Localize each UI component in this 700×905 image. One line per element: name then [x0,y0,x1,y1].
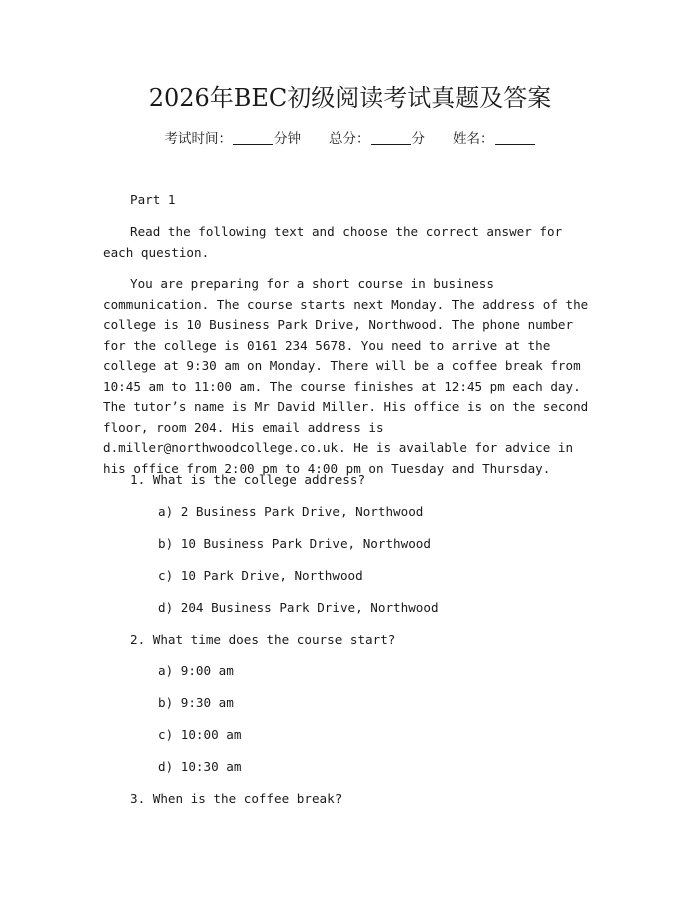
name-blank [495,130,535,145]
exam-meta-line [0,129,700,149]
time-unit: 分钟 [274,131,301,147]
question-2-option-c: c) 10:00 am [158,727,242,742]
question-2-option-b: b) 9:30 am [158,695,234,710]
page-title: 2026年BEC初级阅读考试真题及答案 [148,84,552,112]
question-1-option-c: c) 10 Park Drive, Northwood [158,568,363,583]
time-blank [233,130,273,145]
question-1: 1. What is the college address? [130,472,366,487]
name-label: 姓名： [453,131,494,147]
question-1-option-b: b) 10 Business Park Drive, Northwood [158,536,431,551]
instruction-text: Read the following text and choose the correct answer for each question. [103,224,563,260]
score-unit: 分 [411,131,425,147]
question-2-option-d: d) 10:30 am [158,759,242,774]
score-label: 总分： [329,131,370,147]
part-heading: Part 1 [130,192,176,207]
score-blank [371,130,411,145]
question-2: 2. What time does the course start? [130,632,396,647]
question-2-option-a: a) 9:00 am [158,663,234,678]
question-1-option-a: a) 2 Business Park Drive, Northwood [158,504,424,519]
time-label: 考试时间： [164,131,232,147]
passage-text: You are preparing for a short course in business communication. The course starts next Monday. The address of the college is 10 Business Park Drive, Northwood. The phone number for the college is 0161 234 5678. You need to arrive at the college at 9:30 am on Monday. There will be a coffee break from 10:45 am to 11:00 am. The course finishes at 12:45 pm each day. The tutor’s name is Mr David Miller. His office is on the second floor, room 204. His email address is d.miller@northwoodcollege.co.uk. He is available for advice in his office from 2:00 pm to 4:00 pm on Tuesday and Thursday. [103,276,589,476]
question-1-option-d: d) 204 Business Park Drive, Northwood [158,600,439,615]
question-3: 3. When is the coffee break? [130,791,343,806]
